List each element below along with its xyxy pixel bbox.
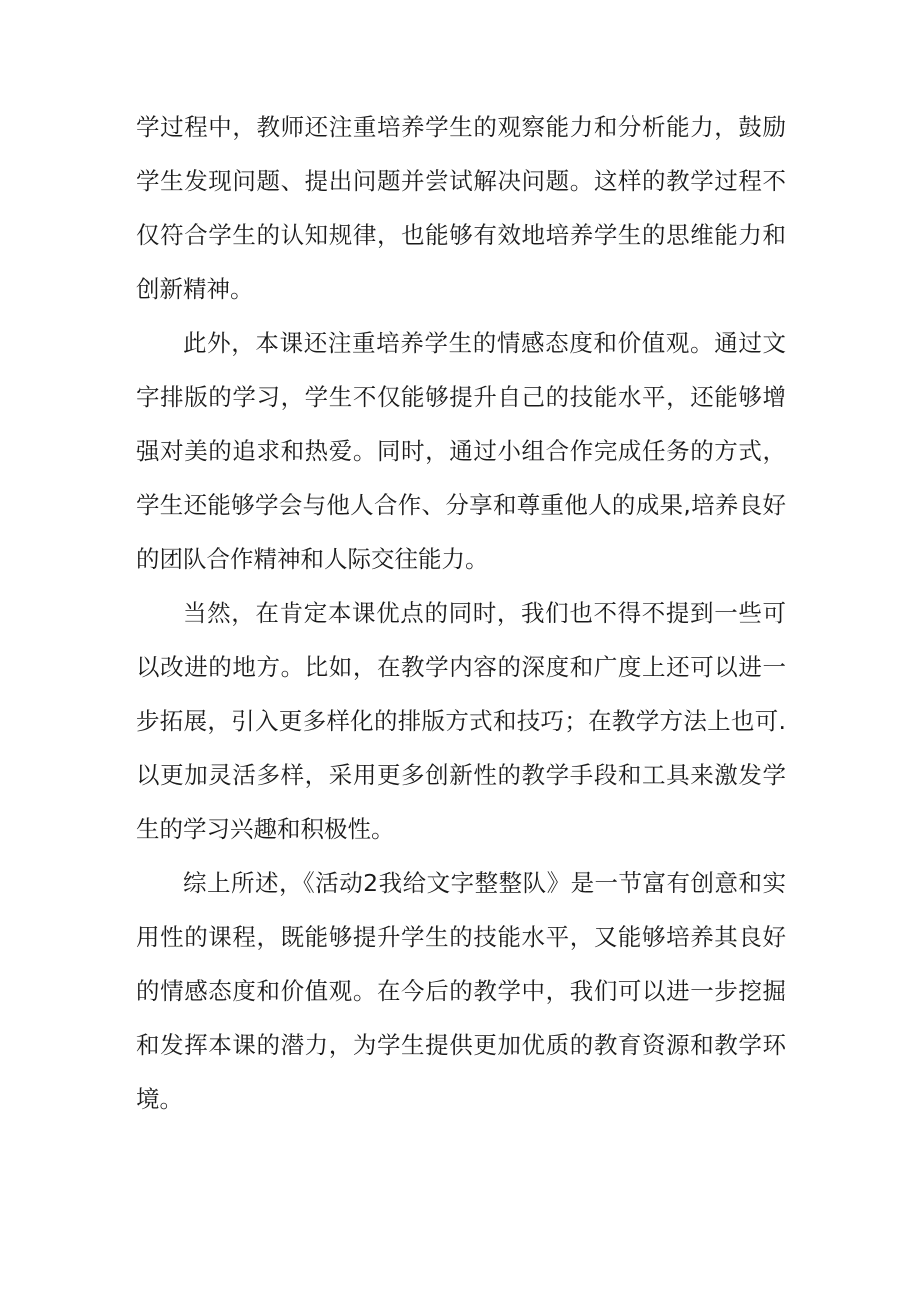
- paragraph-improvements: 当然，在肯定本课优点的同时，我们也不得不提到一些可以改进的地方。比如，在教学内容的深度和广度上还可以进一步拓展，引入更多样化的排版方式和技巧；在教学方法上也可.以更加灵活多样，采用更多创新性的教学手段和工具来激发学生的学习兴趣和积极性。: [136, 599, 786, 843]
- paragraph-conclusion: 综上所述，《活动2我给文字整整队》是一节富有创意和实用性的课程，既能够提升学生的技能水平，又能够培养其良好的情感态度和价值观。在今后的教学中，我们可以进一步挖掘和发挥本课的潜力，为学生提供更加优质的教育资源和教学环境。: [136, 869, 786, 1113]
- document-body: [136, 100, 786, 1126]
- paragraph-emotional-values: 此外，本课还注重培养学生的情感态度和价值观。通过文字排版的学习，学生不仅能够提升自己的技能水平，还能够增强对美的追求和热爱。同时，通过小组合作完成任务的方式，学生还能够学会与他人合作、分享和尊重他人的成果,培养良好的团队合作精神和人际交往能力。: [136, 329, 786, 573]
- paragraph-continued: 学过程中，教师还注重培养学生的观察能力和分析能力，鼓励学生发现问题、提出问题并尝试解决问题。这样的教学过程不仅符合学生的认知规律，也能够有效地培养学生的思维能力和创新精神。: [136, 113, 786, 303]
